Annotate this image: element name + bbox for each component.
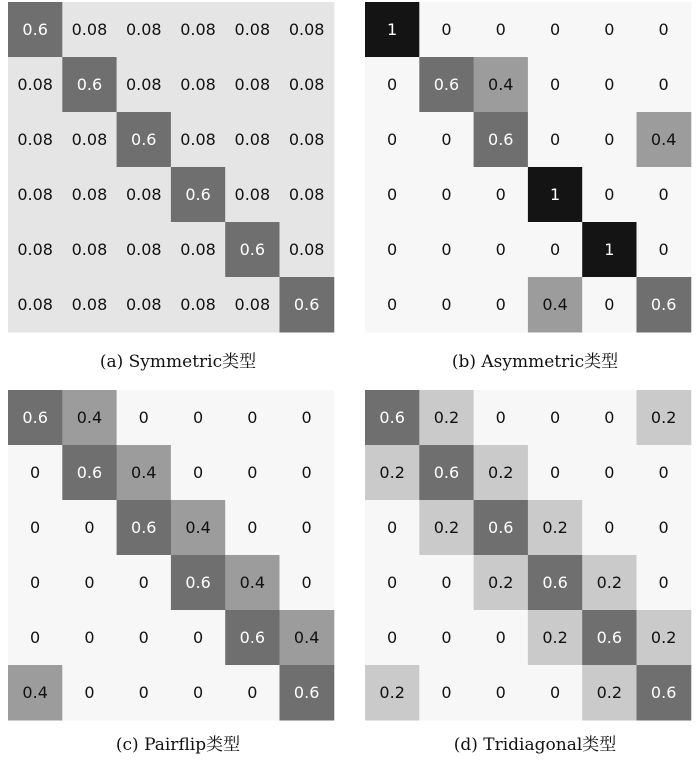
cell-label-asymmetric-r4-c0: 0: [387, 240, 398, 259]
cell-label-pairflip-r1-c1: 0.6: [76, 463, 103, 482]
cell-label-pairflip-r4-c4: 0.6: [239, 628, 266, 647]
cell-label-pairflip-r2-c0: 0: [30, 518, 41, 537]
cell-label-tridiagonal-r5-c5: 0.6: [650, 683, 677, 702]
panel-tridiagonal: [365, 390, 700, 768]
cell-label-tridiagonal-r5-c4: 0.2: [596, 683, 623, 702]
cell-label-symmetric-r0-c2: 0.08: [125, 20, 162, 39]
cell-label-tridiagonal-r4-c5: 0.2: [650, 628, 677, 647]
cell-label-pairflip-r5-c4: 0: [247, 683, 258, 702]
cell-label-pairflip-r4-c3: 0: [192, 628, 204, 647]
cell-label-tridiagonal-r3-c4: 0.2: [596, 573, 623, 592]
cell-label-symmetric-r4-c2: 0.08: [125, 240, 162, 259]
cell-label-asymmetric-r1-c0: 0: [387, 75, 398, 94]
cell-label-symmetric-r0-c0: 0.6: [22, 20, 48, 39]
cell-label-symmetric-r3-c2: 0.08: [125, 185, 162, 204]
cell-label-asymmetric-r4-c3: 0: [549, 240, 561, 259]
cell-label-pairflip-r2-c3: 0.4: [185, 518, 211, 537]
cell-label-symmetric-r2-c2: 0.6: [131, 130, 157, 149]
cell-label-pairflip-r3-c3: 0.6: [185, 573, 211, 592]
cell-label-tridiagonal-r3-c3: 0.6: [542, 573, 568, 592]
cell-label-tridiagonal-r2-c2: 0.6: [488, 518, 514, 537]
cell-label-tridiagonal-r0-c2: 0: [495, 408, 506, 427]
cell-label-symmetric-r1-c2: 0.08: [125, 75, 162, 94]
cell-label-asymmetric-r2-c3: 0: [549, 130, 561, 149]
cell-label-pairflip-r3-c4: 0.4: [239, 573, 266, 592]
cell-label-asymmetric-r0-c1: 0: [441, 20, 452, 39]
cell-label-symmetric-r4-c3: 0.08: [180, 240, 216, 259]
cell-label-asymmetric-r0-c2: 0: [495, 20, 506, 39]
cell-label-symmetric-r0-c1: 0.08: [71, 20, 108, 39]
cell-label-asymmetric-r4-c4: 1: [604, 240, 615, 259]
cell-label-symmetric-r2-c0: 0.08: [17, 130, 53, 149]
cell-label-symmetric-r0-c5: 0.08: [288, 20, 325, 39]
cell-label-asymmetric-r3-c1: 0: [441, 185, 452, 204]
cell-label-tridiagonal-r5-c0: 0.2: [379, 683, 405, 702]
cell-label-symmetric-r1-c1: 0.6: [76, 75, 103, 94]
cell-label-tridiagonal-r5-c1: 0: [441, 683, 452, 702]
cell-label-tridiagonal-r4-c1: 0: [441, 628, 452, 647]
cell-label-pairflip-r1-c4: 0: [247, 463, 258, 482]
cell-label-tridiagonal-r1-c4: 0: [604, 463, 615, 482]
cell-label-asymmetric-r1-c4: 0: [604, 75, 615, 94]
cell-label-asymmetric-r5-c5: 0.6: [650, 295, 677, 314]
caption-symmetric: (a) Symmetric类型: [99, 352, 257, 372]
cell-label-tridiagonal-r1-c2: 0.2: [488, 463, 514, 482]
cell-label-pairflip-r4-c2: 0: [138, 628, 149, 647]
cell-label-tridiagonal-r0-c1: 0.2: [433, 408, 460, 427]
cell-label-asymmetric-r3-c2: 0: [495, 185, 506, 204]
cell-label-pairflip-r3-c0: 0: [30, 573, 41, 592]
cell-label-symmetric-r1-c0: 0.08: [17, 75, 53, 94]
cell-label-pairflip-r5-c3: 0: [192, 683, 204, 702]
cell-label-asymmetric-r3-c4: 0: [604, 185, 615, 204]
cell-label-pairflip-r3-c2: 0: [138, 573, 149, 592]
cell-label-tridiagonal-r1-c0: 0.2: [379, 463, 405, 482]
cell-label-symmetric-r4-c0: 0.08: [17, 240, 53, 259]
cell-label-asymmetric-r2-c5: 0.4: [650, 130, 677, 149]
cell-label-asymmetric-r5-c3: 0.4: [542, 295, 568, 314]
cell-label-asymmetric-r0-c4: 0: [604, 20, 615, 39]
cell-label-asymmetric-r5-c4: 0: [604, 295, 615, 314]
cell-label-tridiagonal-r1-c1: 0.6: [433, 463, 460, 482]
cell-label-tridiagonal-r3-c2: 0.2: [488, 573, 514, 592]
cell-label-tridiagonal-r2-c4: 0: [604, 518, 615, 537]
cell-label-pairflip-r3-c1: 0: [84, 573, 95, 592]
cell-label-symmetric-r2-c4: 0.08: [234, 130, 271, 149]
heatmap-tridiagonal: [365, 390, 691, 720]
cell-label-tridiagonal-r2-c1: 0.2: [433, 518, 460, 537]
cell-label-asymmetric-r5-c2: 0: [495, 295, 506, 314]
cell-label-pairflip-r0-c3: 0: [192, 408, 204, 427]
caption-pairflip: (c) Pairflip类型: [115, 735, 241, 755]
cell-label-pairflip-r1-c2: 0.4: [131, 463, 157, 482]
caption-tridiagonal: (d) Tridiagonal类型: [453, 735, 617, 755]
cell-label-tridiagonal-r0-c0: 0.6: [379, 408, 405, 427]
cell-label-pairflip-r5-c2: 0: [138, 683, 149, 702]
heatmap-asymmetric: [365, 2, 691, 332]
cell-label-symmetric-r5-c3: 0.08: [180, 295, 216, 314]
cell-label-pairflip-r1-c3: 0: [192, 463, 204, 482]
cell-label-symmetric-r4-c1: 0.08: [71, 240, 108, 259]
cell-label-asymmetric-r5-c0: 0: [387, 295, 398, 314]
cell-label-pairflip-r2-c1: 0: [84, 518, 95, 537]
cell-label-asymmetric-r0-c3: 0: [549, 20, 561, 39]
cell-label-symmetric-r5-c1: 0.08: [71, 295, 108, 314]
cell-label-asymmetric-r2-c0: 0: [387, 130, 398, 149]
cell-label-tridiagonal-r1-c3: 0: [549, 463, 561, 482]
caption-asymmetric: (b) Asymmetric类型: [451, 352, 619, 372]
cell-label-symmetric-r5-c2: 0.08: [125, 295, 162, 314]
cell-label-tridiagonal-r3-c1: 0: [441, 573, 452, 592]
heatmap-symmetric: [8, 2, 334, 332]
cell-label-symmetric-r3-c3: 0.6: [185, 185, 211, 204]
cell-label-symmetric-r0-c3: 0.08: [180, 20, 216, 39]
cell-label-pairflip-r5-c0: 0.4: [22, 683, 48, 702]
cell-label-asymmetric-r2-c2: 0.6: [488, 130, 514, 149]
cell-label-pairflip-r0-c5: 0: [301, 408, 312, 427]
cell-label-symmetric-r5-c4: 0.08: [234, 295, 271, 314]
cell-label-pairflip-r4-c1: 0: [84, 628, 95, 647]
cell-label-pairflip-r5-c1: 0: [84, 683, 95, 702]
cell-label-symmetric-r4-c4: 0.6: [239, 240, 266, 259]
panel-symmetric: [8, 2, 348, 380]
cell-label-tridiagonal-r0-c3: 0: [549, 408, 561, 427]
cell-label-tridiagonal-r4-c2: 0: [495, 628, 506, 647]
cell-label-asymmetric-r4-c5: 0: [658, 240, 669, 259]
cell-label-symmetric-r2-c5: 0.08: [288, 130, 325, 149]
panel-pairflip: [8, 390, 348, 768]
cell-label-asymmetric-r3-c3: 1: [549, 185, 561, 204]
cell-label-pairflip-r1-c5: 0: [301, 463, 312, 482]
cell-label-tridiagonal-r2-c5: 0: [658, 518, 669, 537]
cell-label-asymmetric-r1-c1: 0.6: [433, 75, 460, 94]
cell-label-pairflip-r0-c0: 0.6: [22, 408, 48, 427]
cell-label-symmetric-r3-c0: 0.08: [17, 185, 53, 204]
heatmap-pairflip: [8, 390, 334, 720]
cell-label-symmetric-r2-c1: 0.08: [71, 130, 108, 149]
cell-label-pairflip-r3-c5: 0: [301, 573, 312, 592]
cell-label-tridiagonal-r0-c5: 0.2: [650, 408, 677, 427]
cell-label-symmetric-r1-c4: 0.08: [234, 75, 271, 94]
cell-label-pairflip-r5-c5: 0.6: [293, 683, 320, 702]
cell-label-tridiagonal-r2-c0: 0: [387, 518, 398, 537]
cell-label-pairflip-r0-c1: 0.4: [76, 408, 103, 427]
cell-label-symmetric-r3-c4: 0.08: [234, 185, 271, 204]
cell-label-symmetric-r3-c1: 0.08: [71, 185, 108, 204]
cell-label-pairflip-r2-c4: 0: [247, 518, 258, 537]
cell-label-tridiagonal-r2-c3: 0.2: [542, 518, 568, 537]
cell-label-asymmetric-r2-c4: 0: [604, 130, 615, 149]
cell-label-asymmetric-r1-c5: 0: [658, 75, 669, 94]
cell-label-pairflip-r0-c2: 0: [138, 408, 149, 427]
cell-label-symmetric-r3-c5: 0.08: [288, 185, 325, 204]
cell-label-symmetric-r1-c3: 0.08: [180, 75, 216, 94]
cell-label-symmetric-r5-c0: 0.08: [17, 295, 53, 314]
cell-label-asymmetric-r1-c3: 0: [549, 75, 561, 94]
cell-label-asymmetric-r1-c2: 0.4: [488, 75, 514, 94]
cell-label-asymmetric-r4-c1: 0: [441, 240, 452, 259]
cell-label-asymmetric-r3-c0: 0: [387, 185, 398, 204]
cell-label-symmetric-r5-c5: 0.6: [293, 295, 320, 314]
cell-label-pairflip-r0-c4: 0: [247, 408, 258, 427]
cell-label-asymmetric-r0-c5: 0: [658, 20, 669, 39]
cell-label-asymmetric-r0-c0: 1: [387, 20, 398, 39]
cell-label-symmetric-r2-c3: 0.08: [180, 130, 216, 149]
cell-label-pairflip-r4-c0: 0: [30, 628, 41, 647]
cell-label-pairflip-r4-c5: 0.4: [293, 628, 320, 647]
cell-label-tridiagonal-r5-c3: 0: [549, 683, 561, 702]
cell-label-tridiagonal-r5-c2: 0: [495, 683, 506, 702]
cell-label-asymmetric-r2-c1: 0: [441, 130, 452, 149]
cell-label-tridiagonal-r1-c5: 0: [658, 463, 669, 482]
cell-label-pairflip-r2-c5: 0: [301, 518, 312, 537]
cell-label-pairflip-r1-c0: 0: [30, 463, 41, 482]
cell-label-asymmetric-r5-c1: 0: [441, 295, 452, 314]
cell-label-tridiagonal-r3-c5: 0: [658, 573, 669, 592]
cell-label-asymmetric-r3-c5: 0: [658, 185, 669, 204]
cell-label-tridiagonal-r4-c4: 0.6: [596, 628, 623, 647]
cell-label-symmetric-r4-c5: 0.08: [288, 240, 325, 259]
cell-label-symmetric-r0-c4: 0.08: [234, 20, 271, 39]
cell-label-tridiagonal-r4-c0: 0: [387, 628, 398, 647]
cell-label-tridiagonal-r3-c0: 0: [387, 573, 398, 592]
cell-label-asymmetric-r4-c2: 0: [495, 240, 506, 259]
cell-label-tridiagonal-r4-c3: 0.2: [542, 628, 568, 647]
cell-label-pairflip-r2-c2: 0.6: [131, 518, 157, 537]
cell-label-tridiagonal-r0-c4: 0: [604, 408, 615, 427]
panel-asymmetric: [365, 2, 700, 380]
cell-label-symmetric-r1-c5: 0.08: [288, 75, 325, 94]
